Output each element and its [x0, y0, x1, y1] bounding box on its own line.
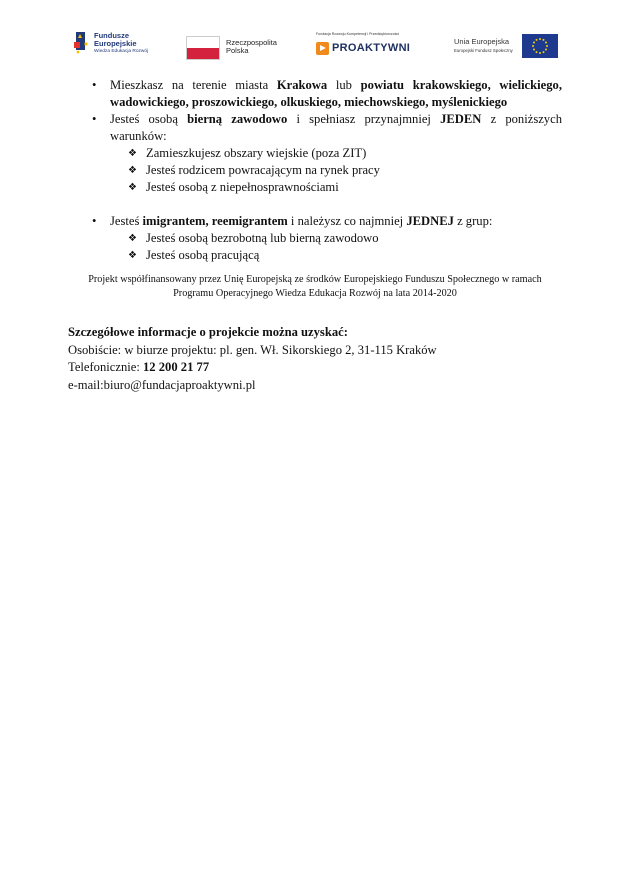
list-item: ❖ Jesteś osobą pracującą [128, 248, 260, 262]
proaktywni-logo: Fundacja Rozwoju Kompetencji i Przedsiębiorczości PROAKTYWNI [316, 32, 411, 54]
rzeczpospolita-polska-logo: Rzeczpospolita Polska [184, 28, 294, 64]
polish-flag-icon [186, 36, 220, 60]
list-item: ❖ Jesteś osobą bezrobotną lub bierną zawodowo [128, 231, 379, 245]
unia-europejska-logo: Unia Europejska Europejski Fundusz Społeczny [450, 28, 559, 64]
contact-heading: Szczegółowe informacje o projekcie można uzyskać: [68, 325, 348, 339]
diamond-bullet-icon: ❖ [128, 233, 137, 244]
play-icon [316, 42, 329, 55]
funding-footnote: Projekt współfinansowany przez Unię Europejską ze środków Europejskiego Funduszu Społecznego w ramach Programu Operacyjnego Wiedza Edukacja Rozwój na lata 2014-2020 [88, 274, 542, 299]
list-item: ❖ Jesteś rodzicem powracającym na rynek pracy [128, 163, 380, 177]
criterion-residence: • Mieszkasz na terenie miasta Krakowa lub powiatu krakowskiego, wielickiego, wadowickiego, proszowickiego, olkuskiego, miechowskiego, myślenickiego [92, 77, 562, 111]
header-logos [72, 28, 559, 64]
fundusze-europejskie-logo: Fundusze Europejskie Wiedza Edukacja Rozwój [72, 28, 172, 64]
criterion-immigrant: • Jesteś imigrantem, reemigrantem i należysz co najmniej JEDNEJ z grup: [92, 213, 562, 230]
contact-email[interactable]: e-mail:biuro@fundacjaproaktywni.pl [68, 377, 256, 392]
contact-phone: Telefonicznie: 12 200 21 77 [68, 360, 210, 374]
list-item: ❖ Zamieszkujesz obszary wiejskie (poza ZIT) [128, 146, 367, 160]
contact-info [68, 324, 562, 394]
diamond-bullet-icon: ❖ [128, 165, 137, 176]
contact-address: Osobiście: w biurze projektu: pl. gen. Wł. Sikorskiego 2, 31-115 Kraków [68, 342, 437, 357]
diamond-bullet-icon: ❖ [128, 250, 137, 261]
criterion-inactive: • Jesteś osobą bierną zawodowo i spełniasz przynajmniej JEDEN z poniższych warunków: [92, 111, 562, 145]
diamond-bullet-icon: ❖ [128, 182, 137, 193]
eligibility-criteria [92, 77, 562, 264]
eu-flag-icon [522, 34, 558, 58]
fundusze-europejskie-icon [72, 30, 92, 60]
diamond-bullet-icon: ❖ [128, 148, 137, 159]
list-item: ❖ Jesteś osobą z niepełnosprawnościami [128, 180, 339, 194]
